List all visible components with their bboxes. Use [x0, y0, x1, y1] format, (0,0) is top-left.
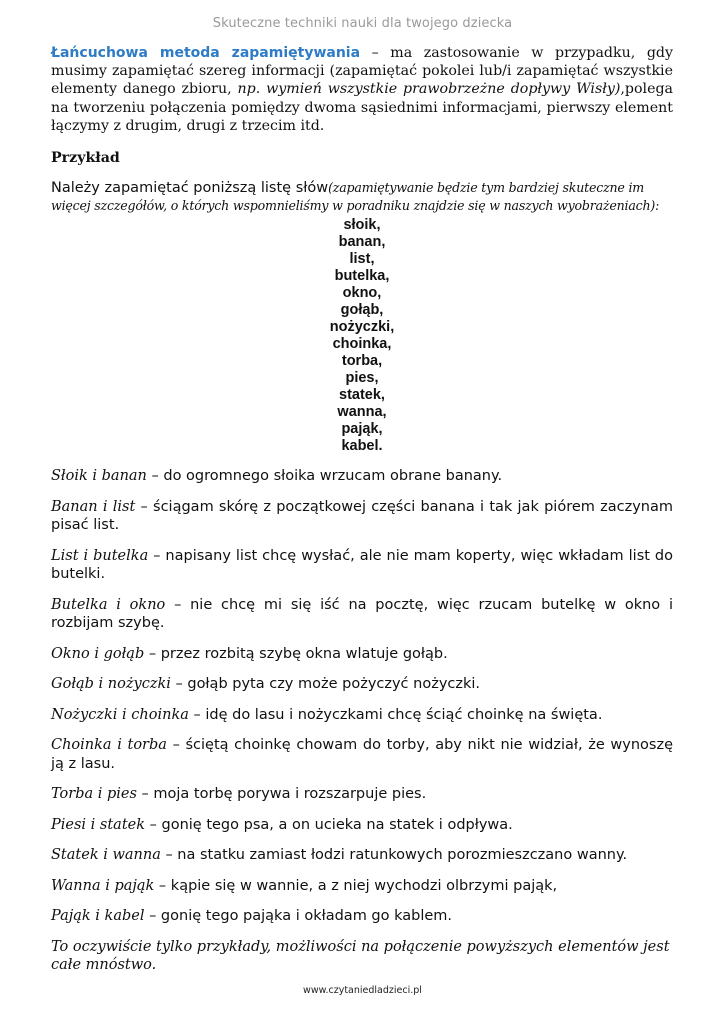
association-list [51, 467, 673, 926]
association-item [51, 596, 673, 633]
footer-url: www.czytaniedladzieci.pl [303, 985, 422, 996]
word-item: gołąb, [340, 302, 384, 319]
word-item: list, [349, 251, 375, 268]
association-item [51, 467, 673, 486]
association-item [51, 498, 673, 535]
association-item [51, 675, 673, 694]
association-pair: Nożyczki i choinka [51, 706, 189, 723]
intro-text-end: ,polega na tworzeniu połączenia pomiędzy dwoma sąsiednimi informacjami, pierwszy element łączymy z drugim, drugi z trzecim itd. [51, 81, 674, 134]
association-text: – gonię tego psa, a on ucieka na statek i odpływa. [145, 816, 513, 833]
association-pair: Banan i list [51, 498, 136, 515]
association-pair: Choinka i torba [51, 737, 167, 754]
task-paragraph [51, 179, 673, 215]
association-text: – idę do lasu i nożyczkami chcę ściąć choinkę na święta. [188, 706, 603, 723]
association-text: – na statku zamiast łodzi ratunkowych porozmieszczano wanny. [160, 847, 628, 864]
word-item: nożyczki, [329, 319, 395, 336]
association-text: – ściętą choinkę chowam do torby, aby nikt nie widział, że wynoszę ją z lasu. [51, 737, 673, 772]
word-item: banan, [338, 234, 386, 251]
association-item [51, 706, 673, 725]
association-text: – gonię tego pająka i okładam go kablem. [144, 908, 453, 925]
association-item [51, 785, 673, 804]
word-item: statek, [339, 387, 385, 404]
word-item: słoik, [343, 217, 381, 234]
association-item [51, 645, 673, 664]
word-list [51, 217, 673, 455]
association-pair: Gołąb i nożyczki [51, 676, 171, 693]
word-item: wanna, [337, 404, 387, 421]
word-item: pies, [345, 370, 379, 387]
intro-paragraph [51, 44, 673, 135]
intro-example: np. wymień wszystkie prawobrzeżne dopływy Wisły) [237, 81, 621, 98]
association-text: – kąpie się w wannie, a z niej wychodzi olbrzymi pająk, [154, 877, 558, 894]
association-item [51, 547, 673, 584]
association-pair: Butelka i okno [51, 596, 166, 613]
association-pair: Pająk i kabel [51, 908, 145, 925]
word-item: butelka, [334, 268, 390, 285]
association-text: – moja torbę porywa i rozszarpuje pies. [136, 786, 427, 803]
association-pair: List i butelka [51, 547, 149, 564]
association-pair: Słoik i banan [51, 468, 147, 485]
association-item [51, 907, 673, 926]
task-note: (zapamiętywanie będzie tym bardziej skuteczne im więcej szczegółów, o których wspomnieliśmy w poradniku znajdzie się w naszych wyobrażeniach): [51, 180, 660, 214]
association-item [51, 816, 673, 835]
association-text: – do ogromnego słoika wrzucam obrane banany. [146, 468, 503, 485]
association-item [51, 736, 673, 773]
intro-text: – ma zastosowanie w przypadku, gdy musimy zapamiętać szereg informacji (zapamiętać pokolei lub/i zapamiętać wszystkie elementy danego zbioru, [51, 45, 674, 98]
word-item: choinka, [332, 336, 392, 353]
word-item: torba, [341, 353, 383, 370]
page-header: Skuteczne techniki nauki dla twojego dziecka [212, 16, 513, 31]
association-pair: Piesi i statek [51, 816, 146, 833]
task-text: Należy zapamiętać poniższą listę słów [51, 180, 329, 197]
association-text: – przez rozbitą szybę okna wlatuje gołąb. [144, 645, 448, 662]
association-text: – nie chcę mi się iść na pocztę, więc rzucam butelkę w okno i rozbijam szybę. [51, 596, 673, 632]
method-term: Łańcuchowa metoda zapamiętywania [51, 45, 361, 61]
example-heading: Przykład [51, 150, 120, 167]
association-pair: Wanna i pająk [51, 877, 155, 894]
word-item: okno, [342, 285, 382, 302]
association-text: – gołąb pyta czy może pożyczyć nożyczki. [170, 676, 481, 693]
association-text: – ściągam skórę z początkowej części banana i tak jak piórem zaczynam pisać list. [51, 498, 673, 534]
association-item [51, 877, 673, 896]
association-pair: Okno i gołąb [51, 645, 145, 662]
association-text: – napisany list chcę wysłać, ale nie mam koperty, więc wkładam list do butelki. [51, 547, 673, 583]
association-pair: Statek i wanna [51, 847, 161, 864]
document-body [51, 44, 673, 975]
association-pair: Torba i pies [51, 786, 137, 803]
closing-note: To oczywiście tylko przykłady, możliwości na połączenie powyższych elementów jest całe mnóstwo. [51, 938, 670, 974]
association-item [51, 846, 673, 865]
word-item: pająk, [341, 421, 383, 438]
word-item: kabel. [341, 438, 383, 455]
